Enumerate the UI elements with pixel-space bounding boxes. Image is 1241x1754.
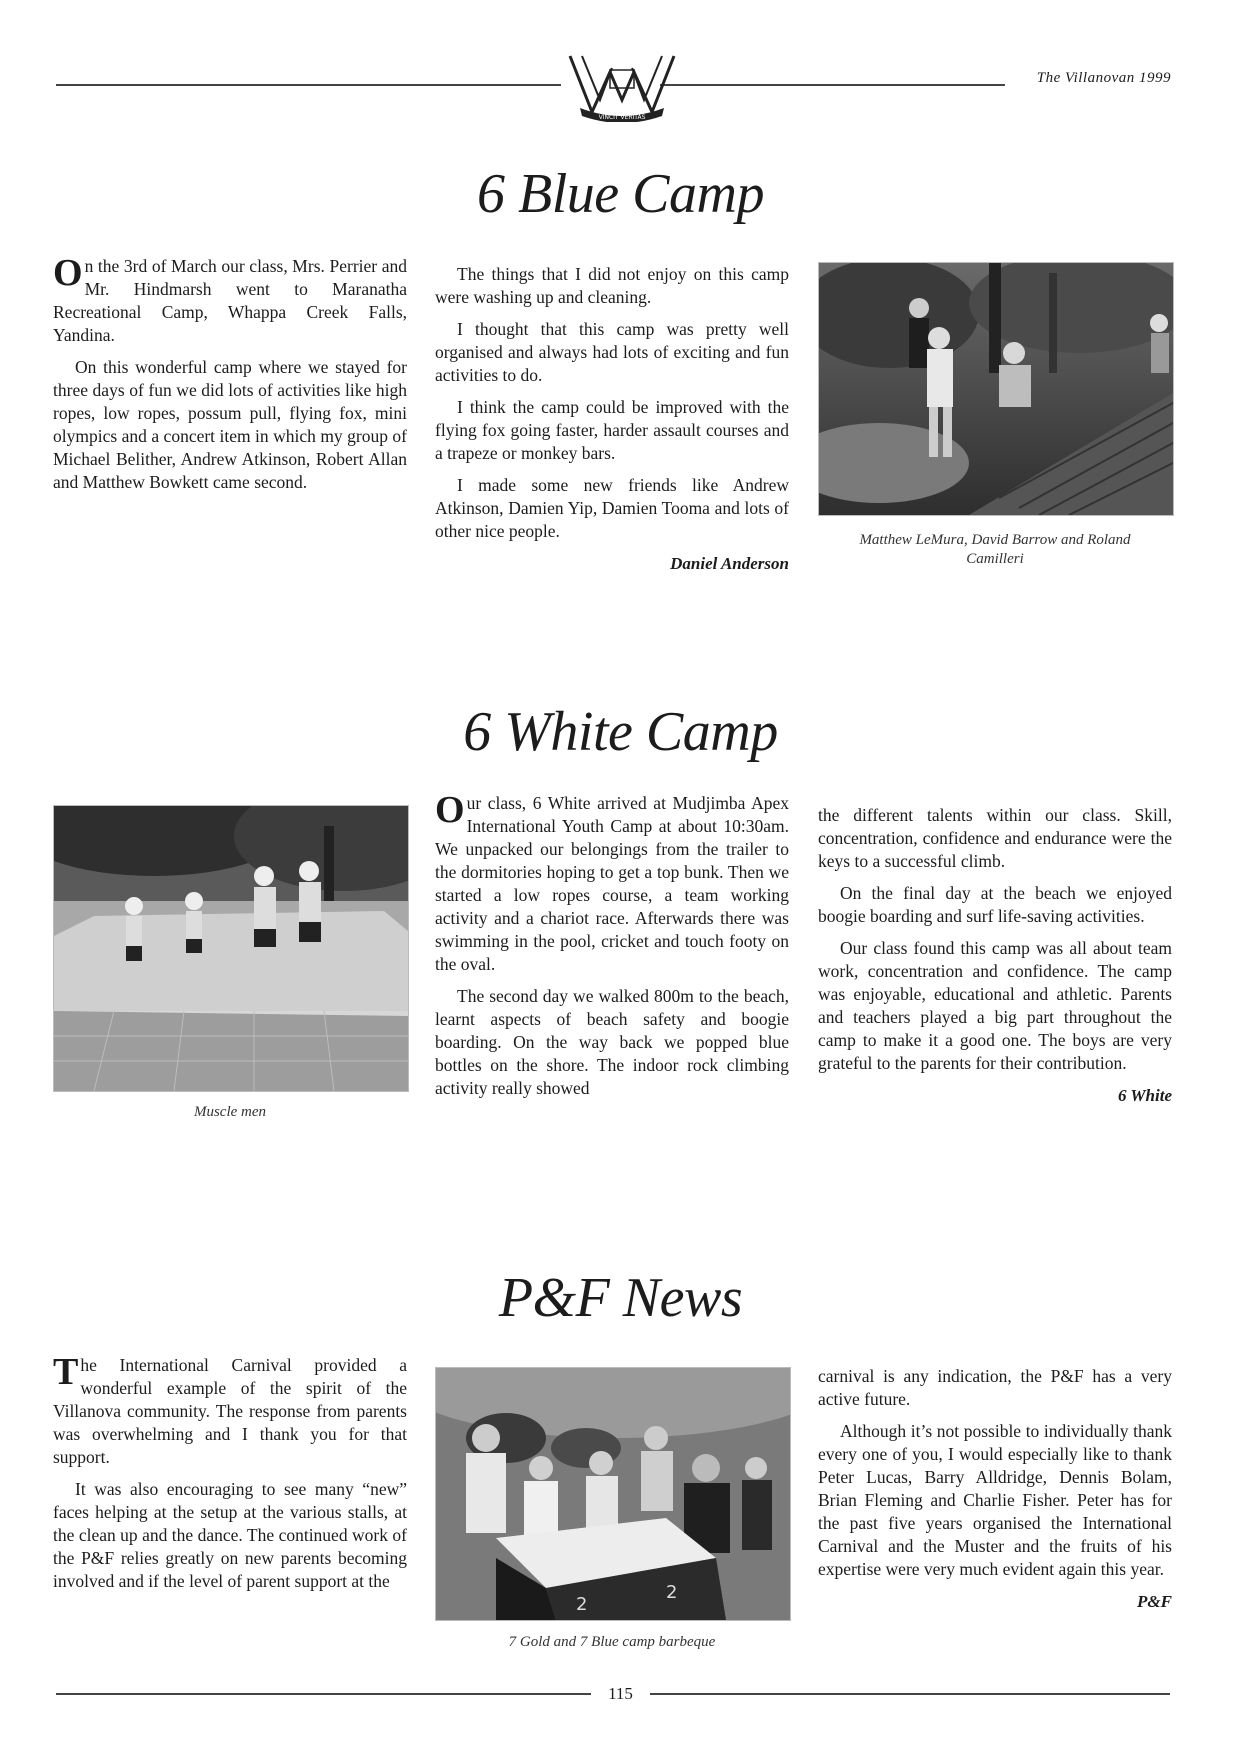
pf-news-photo — [435, 1367, 791, 1621]
pf-news-col3 — [818, 1365, 1172, 1613]
blue-camp-author: Daniel Anderson — [670, 554, 789, 573]
header-rule-right — [660, 84, 1005, 86]
white-camp-title: 6 White Camp — [463, 701, 778, 763]
white-camp-col2 — [435, 789, 789, 1109]
svg-text:2: 2 — [666, 1582, 678, 1603]
logo-motto: VINCIT VERITAS — [598, 114, 646, 121]
blue-camp-photo-caption: Matthew LeMura, David Barrow and Roland Camilleri — [859, 532, 1131, 567]
footer-rule-right — [650, 1693, 1170, 1695]
dropcap: T — [53, 1351, 79, 1393]
pf-news-para: It was also encouraging to see many “new” faces helping at the setup at the various stalls, at the clean up and the dance. The continued work of the P&F relies greatly on new parents becoming involved and if the level of parent support at the — [53, 1479, 407, 1591]
blue-camp-para: n the 3rd of March our class, Mrs. Perrier and Mr. Hindmarsh went to Maranatha Recreational Camp, Whappa Creek Falls, Yandina. — [53, 256, 407, 345]
white-camp-photo — [53, 805, 409, 1092]
pf-news-title: P&F News — [498, 1267, 743, 1329]
dropcap: O — [435, 789, 465, 831]
pf-news-col1 — [53, 1351, 407, 1602]
pf-news-para: he International Carnival provided a wonderful example of the spirit of the Villanova community. The response from parents was overwhelming and I thank you for that support. — [53, 1355, 407, 1467]
white-camp-para: The second day we walked 800m to the beach, learnt aspects of beach safety and boogie boarding. On the way back we popped blue bottles on the shore. The indoor rock climbing activity really showed — [435, 986, 789, 1098]
page-number: 115 — [608, 1684, 633, 1703]
blue-camp-para: I think the camp could be improved with the flying fox going faster, harder assault courses and a trapeze or monkey bars. — [435, 397, 789, 463]
white-camp-para: On the final day at the beach we enjoyed boogie boarding and surf life-saving activities. — [818, 883, 1172, 926]
blue-camp-photo — [818, 262, 1174, 516]
blue-camp-para: On this wonderful camp where we stayed for three days of fun we did lots of activities like high ropes, low ropes, possum pull, flying fox, mini olympics and a concert item in which my group of Michael Belither, Andrew Atkinson, Robert Allan and Matthew Bowkett came second. — [53, 357, 407, 492]
dropcap: O — [53, 252, 83, 294]
blue-camp-col2 — [435, 263, 789, 575]
pf-news-para: Although it’s not possible to individually thank every one of you, I would especially like to thank Peter Lucas, Barry Alldridge, Dennis Bolam, Brian Fleming and Charlie Fisher. Peter has for the past five years organised the International Carnival and the Muster and the fruits of his expertise were very much evident again this year. — [818, 1421, 1172, 1579]
header-rule-left — [56, 84, 561, 86]
white-camp-photo-caption: Muscle men — [193, 1104, 267, 1120]
blue-camp-para: I made some new friends like Andrew Atkinson, Damien Yip, Damien Tooma and lots of other nice people. — [435, 475, 789, 541]
svg-text:2: 2 — [576, 1594, 588, 1615]
school-crest-logo — [566, 50, 678, 122]
white-camp-author: 6 White — [1117, 1086, 1172, 1105]
pf-news-para: carnival is any indication, the P&F has a very active future. — [818, 1366, 1172, 1409]
blue-camp-para: The things that I did not enjoy on this camp were washing up and cleaning. — [435, 264, 789, 307]
blue-camp-col1 — [53, 252, 407, 503]
blue-camp-para: I thought that this camp was pretty well organised and always had lots of exciting and fun activities to do. — [435, 319, 789, 385]
footer-rule-left — [56, 1693, 591, 1695]
white-camp-col3 — [818, 804, 1172, 1107]
pf-news-photo-caption: 7 Gold and 7 Blue camp barbeque — [508, 1634, 716, 1650]
white-camp-para: Our class found this camp was all about team work, concentration and confidence. The camp was enjoyable, educational and athletic. Parents and teachers played a big part throughout the camp to make it a good one. The boys are very grateful to the parents for their contribution. — [818, 938, 1172, 1073]
white-camp-para: the different talents within our class. Skill, concentration, confidence and endurance were the keys to a successful climb. — [818, 805, 1172, 871]
pf-news-author: P&F — [1137, 1592, 1172, 1611]
white-camp-para: ur class, 6 White arrived at Mudjimba Apex International Youth Camp at about 10:30am. We unpacked our belongings from the trailer to the dormitories hoping to get a top bunk. Then we started a low ropes course, a team working activity and a chariot race. Afterwards there was swimming in the pool, cricket and touch footy on the oval. — [435, 793, 789, 974]
magazine-title: The Villanovan 1999 — [1036, 70, 1171, 86]
blue-camp-title: 6 Blue Camp — [477, 163, 764, 225]
